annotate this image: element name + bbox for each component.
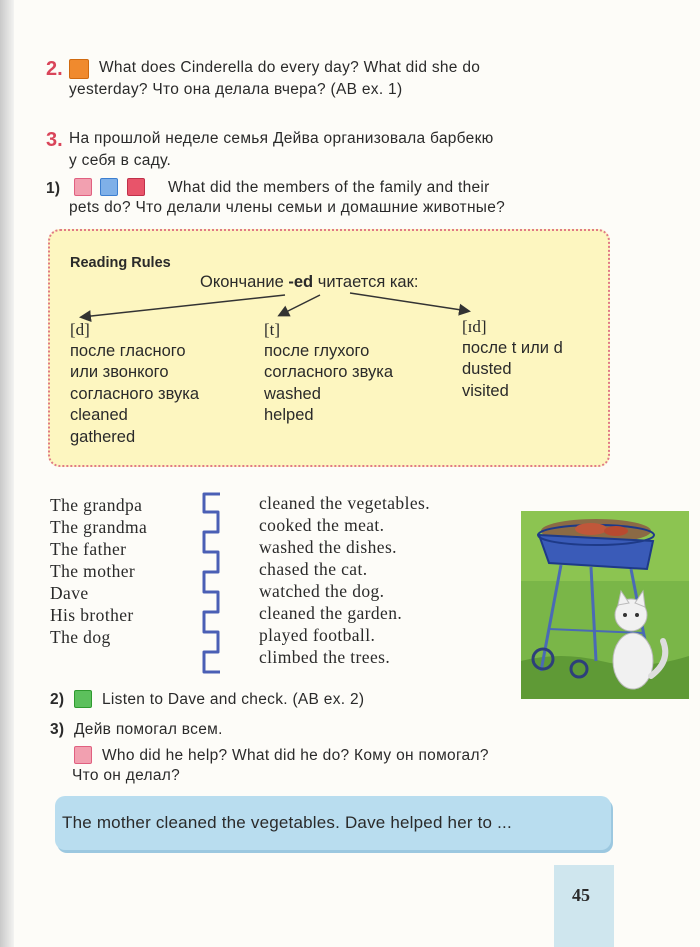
action-item: cooked the meat. bbox=[259, 515, 385, 535]
example-word: washed bbox=[264, 384, 321, 403]
part-3-text: Дейв помогал всем. bbox=[74, 721, 223, 738]
matching-subjects bbox=[50, 494, 147, 648]
intro-before: Окончание bbox=[200, 273, 289, 291]
part-1-line-2: pets do? Что делали члены семьи и домашние животные? bbox=[69, 199, 506, 216]
example-word: helped bbox=[264, 406, 314, 424]
book-spine-shadow bbox=[0, 0, 14, 947]
rules-column-t bbox=[264, 319, 393, 427]
subject-item: The father bbox=[50, 539, 127, 559]
action-item: watched the dog. bbox=[259, 581, 385, 601]
exercise-3-number: 3. bbox=[46, 129, 63, 151]
subject-item: The mother bbox=[50, 561, 136, 581]
matching-actions bbox=[259, 492, 430, 668]
part-3-label: 3) bbox=[50, 721, 65, 738]
part-1-label: 1) bbox=[46, 180, 61, 197]
rule-line: после гласного bbox=[70, 341, 186, 360]
subject-item: The grandma bbox=[50, 517, 148, 537]
sound-t: [t] bbox=[264, 320, 281, 339]
example-answer-box bbox=[55, 796, 611, 850]
writing-icon bbox=[100, 178, 118, 196]
task-icons bbox=[74, 178, 149, 199]
example-word: visited bbox=[462, 381, 509, 400]
example-word: dusted bbox=[462, 360, 512, 378]
rule-line: или звонкого bbox=[70, 363, 169, 381]
subject-item: The grandpa bbox=[50, 495, 143, 515]
reading-rules-box bbox=[48, 229, 610, 467]
rule-line: согласного звука bbox=[70, 384, 200, 403]
action-item: played football. bbox=[259, 625, 376, 645]
speaking-icon bbox=[69, 59, 93, 82]
audio-icon bbox=[74, 690, 96, 711]
page-number-tab bbox=[554, 865, 614, 947]
subject-item: The dog bbox=[50, 627, 111, 647]
subject-item: Dave bbox=[50, 583, 89, 603]
reading-icon bbox=[74, 178, 92, 196]
exercise-2-number: 2. bbox=[46, 58, 63, 80]
exercise-3-line-2: у себя в саду. bbox=[69, 152, 172, 169]
intro-after: читается как: bbox=[313, 273, 419, 291]
page-number: 45 bbox=[572, 885, 590, 905]
rule-line: согласного звука bbox=[264, 363, 394, 381]
part-2-text: Listen to Dave and check. (AB ex. 2) bbox=[102, 691, 365, 708]
action-item: climbed the trees. bbox=[259, 647, 391, 667]
rules-column-d bbox=[70, 319, 199, 448]
matching-bracket bbox=[196, 490, 236, 680]
reading-rules-title: Reading Rules bbox=[70, 255, 171, 271]
exercise-2-line-1: What does Cinderella do every day? What did she do bbox=[99, 59, 481, 76]
action-item: cleaned the vegetables. bbox=[259, 493, 430, 513]
rules-column-id bbox=[462, 316, 563, 402]
exercise-2-line-2: yesterday? Что она делала вчера? (AB ex. 1) bbox=[69, 81, 403, 98]
rule-line: после t или d bbox=[462, 338, 563, 357]
example-word: cleaned bbox=[70, 406, 128, 424]
rule-line: после глухого bbox=[264, 341, 370, 360]
speaking-icon bbox=[74, 746, 96, 767]
action-item: washed the dishes. bbox=[259, 537, 397, 557]
sound-id: [ɪd] bbox=[462, 317, 487, 336]
part-3-question-2: Что он делал? bbox=[72, 767, 181, 784]
example-word: gathered bbox=[70, 427, 136, 446]
part-3-question-1: Who did he help? What did he do? Кому он помогал? bbox=[102, 747, 489, 764]
exercise-3-line-1: На прошлой неделе семья Дейва организовала барбекю bbox=[69, 130, 494, 147]
part-2-label: 2) bbox=[50, 691, 65, 708]
example-answer-text: The mother cleaned the vegetables. Dave helped her to ... bbox=[62, 813, 512, 832]
action-item: chased the cat. bbox=[259, 559, 368, 579]
subject-item: His brother bbox=[50, 605, 134, 625]
barbecue-cat-illustration bbox=[521, 511, 689, 699]
ending-ed: -ed bbox=[288, 273, 314, 291]
action-item: cleaned the garden. bbox=[259, 603, 403, 623]
sound-d: [d] bbox=[70, 320, 90, 339]
book-icon bbox=[127, 178, 145, 196]
part-1-line-1: What did the members of the family and their bbox=[168, 179, 490, 196]
